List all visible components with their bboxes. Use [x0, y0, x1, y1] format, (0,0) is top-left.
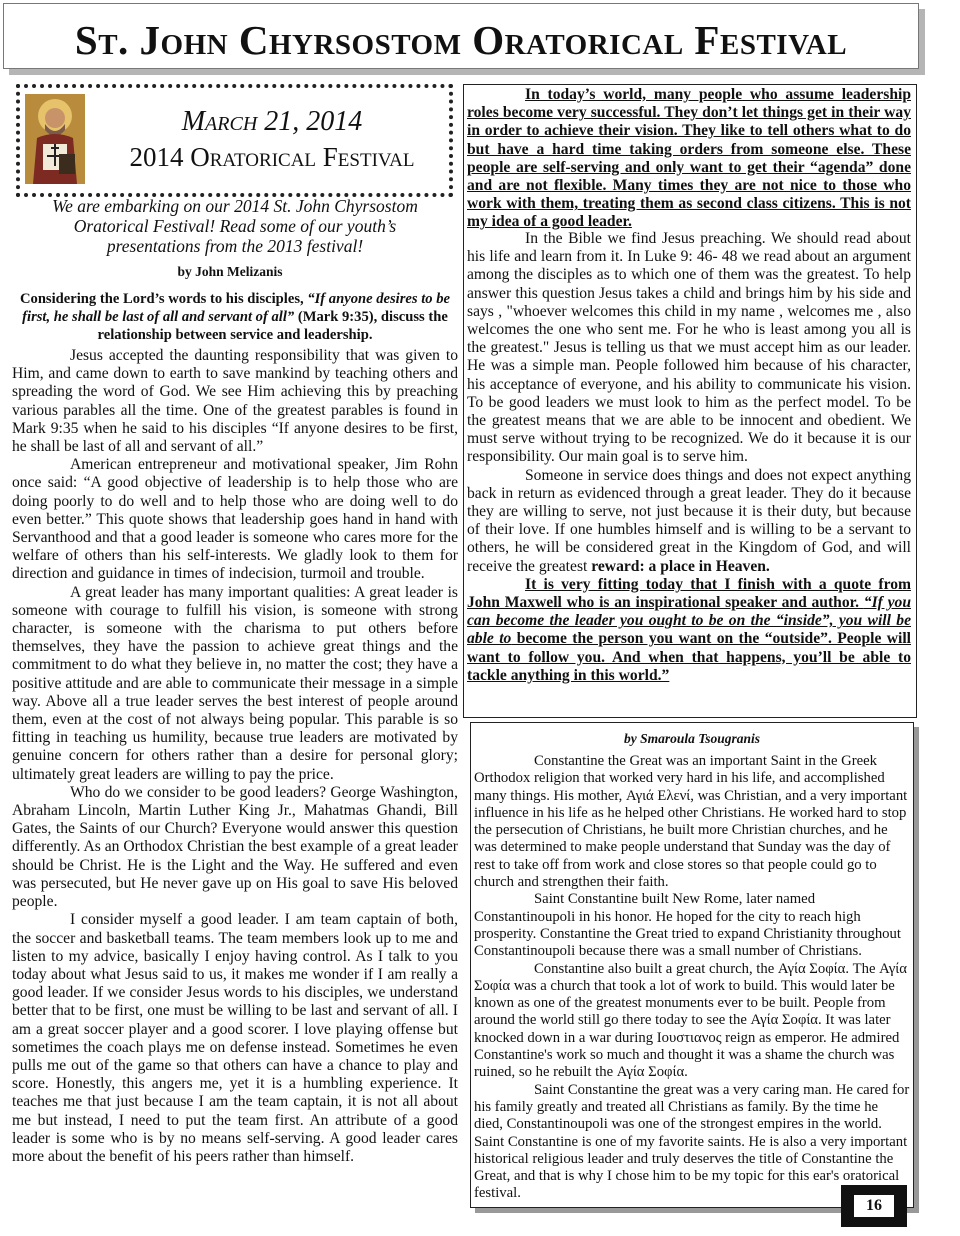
saint-icon	[25, 94, 85, 184]
essay2-box	[470, 722, 914, 1208]
prompt-quote: “If anyone desires to be first, he shall be last of all and servant of all”	[22, 291, 450, 325]
closing-text: It is very fitting today that I finish with a quote from John Maxwell who is an inspirational speaker and author.	[467, 575, 911, 612]
essay1-column2-top	[467, 86, 911, 232]
closing-text-end: become the person you want on the “outside”. People will want to follow you. And when that happens, you’ll be able to tackle anything in this world.”	[467, 630, 911, 684]
paragraph: Saint Constantine built New Rome, later named Constantinoupoli in his honor. He hoped for the city to reach high prosperity. Constantine the Great tried to expand Christianity throughout Constantinoupoli because there was a small number of Christians.	[474, 891, 901, 960]
essay1-byline: by John Melizanis	[177, 264, 283, 279]
prompt-text-a: Considering the Lord’s words to his disciples,	[19, 291, 308, 307]
intro-text: We are embarking on our 2014 St. John Chyrsostom Oratorical Festival! Read some of our youth’s presentations from the 2013 festival!	[52, 196, 418, 256]
essay1-column1	[12, 347, 458, 1166]
paragraph: Jesus accepted the daunting responsibility that was given to Him, and came down to earth to save mankind by teaching others and spreading the word of God. We see Him achieving this by preaching various parables all the time. One of the greatest parables is found in Mark 9:35 when he said to his disciples “If anyone desires to be first, he shall be last of all and servant of all.”	[12, 347, 458, 456]
paragraph: Saint Constantine the great was a very caring man. He cared for his family greatly and treated all Christians as family. By the time he died, Constantinoupoli was one of the strongest empires in the world. Saint Constantine is one of my favorite saints. He is also a very important historical religious leader and truly deserves the title of Constantine the Great, and that is why I chose him to be my topic for this ear's oratorical festival.	[474, 1081, 910, 1202]
paragraph-text: Someone in service does things and does not expect anything back in return as evidenced through a great leader. They do it because they are willing to serve, not just because it is their duty, but because of their love. If one humbles himself and is willing to be a servant to others, he will be considered great in the Kingdom of God, and will receive the greatest	[467, 466, 911, 575]
paragraph: Constantine the Great was an important Saint in the Greek Orthodox religion that worked very hard in his life, and accomplished many things. His mother, Αγιά Ελενί, was Christian, and a very important influence in his life as he helped other Christians. He worked hard to stop the persecution of Christians, he built more Christian churches, and he was determined to make people understand that Sunday was the day of rest to take off from work and close stores so that people could go to church and strengthen their faith.	[474, 753, 908, 891]
page-number-badge	[841, 1185, 907, 1227]
event-name: 2014 Oratorical Festival	[129, 142, 415, 172]
paragraph: American entrepreneur and motivational speaker, Jim Rohn once said: “A good objective of leadership is to help those who are doing poorly to do well and to help those who are doing well to do even better.” This quote shows that leadership goes hand in hand with Servanthood and that a good leader is someone who cares more for the welfare of others than his self-interests. We gladly look to them for direction and guidance in times of indecision, turmoil and trouble.	[12, 456, 458, 583]
closing-paragraph	[467, 576, 911, 685]
page-number: 16	[854, 1195, 894, 1217]
masthead	[3, 3, 919, 69]
paragraph: Who do we consider to be good leaders? George Washington, Abraham Lincoln, Martin Luther King Jr., Mahatmas Ghandi, Bill Gates, the Saints of our Church? Everyone would answer this question differently. As an Orthodox Christian the best example of a great leader should be Christ. He is the Light and the Way. He suffered and even was persecuted, but He never gave up on His goal to save His beloved people.	[12, 783, 458, 911]
essay1-column2	[467, 230, 911, 685]
essay2-body	[474, 753, 910, 1203]
essay2-byline: by Smaroula Tsougranis	[623, 731, 761, 746]
paragraph	[467, 467, 911, 576]
closing-quote: “If you can become the leader you ought to be on the “inside”, you will be able to	[467, 594, 911, 648]
paragraph: I consider myself a good leader. I am team captain of both, the soccer and basketball teams. The team members look up to me and listen to my advice, basically I enjoy having control. As I talk to you today about what Jesus said to us, it makes me wonder if I am really a good leader. If we consider Jesus words to his disciples, we understand better that to be first, one must be willing to be last and servant of all. I am a great soccer player and a good scorer. I love playing offense but sometimes the coach plays me on defense instead. Sometimes he even pulls me out of the game so that others can have a chance to play and score. Honestly, this angers me, yet it is a humbling experience. It teaches me that just because I am the team captain, it is not all about me but instead, I need to put the team first. An attribute of a good leader is some who is by no means self-serving. A good leader cares more about the benefit of his peers rather than himself.	[12, 911, 458, 1165]
paragraph: In the Bible we find Jesus preaching. We should read about his life and learn from it. In Luke 9: 46- 48 we read about an argument among the disciples as to which one of them was the greatest. To help answer this question Jesus takes a child and brings him by his side and says , "whoever welcomes this child in my name , welcomes me , also welcomes the one who sent me. For he who is least among you all is the greatest." Jesus is telling us that we must accept him as our leader. He was a simple man. People followed him because of his character, his acceptance of everyone, and his ability to communicate his vision. To be good leaders we must look to him as the perfect model. To be the greatest means that we are able to be innocent and obedient. We must serve without trying to be recognized. We do it because it is our responsibility. Our main goal is to serve him.	[467, 230, 911, 466]
paragraph: In today’s world, many people who assume leadership roles become very successful. They don’t let things get in their way in order to achieve their vision. They like to tell others what to do but have a hard time taking orders from someone else. These people are self-serving and only want to get their “agenda” done and are not flexible. Many times they are not nice to those who work with them, treating them as second class citizens. This is not my idea of a good leader.	[467, 86, 911, 231]
event-banner	[16, 84, 453, 197]
page-title: St. John Chyrsostom Oratorical Festival	[74, 17, 848, 63]
prompt-text-b: (Mark 9:35), discuss the relationship between service and leadership.	[97, 309, 448, 343]
essay1-prompt	[10, 290, 460, 344]
paragraph: Constantine also built a great church, the Αγία Σοφία. The Αγία Σοφία was a church that took a lot of work to build. This would later be known as one of the greatest monuments ever to be built. People from around the world still go there today to see the Αγία Σοφία. It was later knocked down in a war during Ιουστιανος reign as emperor. He admired Constantine's work so much and thought it was a shame the church was ruined, so he rebuilt the Αγία Σοφία.	[474, 960, 907, 1081]
paragraph: A great leader has many important qualities: A great leader is someone with courage to fulfill his vision, is someone with strong character, is someone with the charisma to put others before themselves, they have the passion to achieve great things and the commitment to do what they believe in, no matter the cost; they have a positive attitude and are able to communicate their message in a simple way. Above all a true leader serves the best interest of people around them, even at the cost of not always being popular. This parable is so fitting in teaching us humility, because true leaders are motivated by genuine concern for others rather than a desire for personal glory; ultimately great leaders are willing to pay the price.	[12, 583, 458, 783]
event-date: March 21, 2014	[181, 106, 363, 137]
reward-text: reward: a place in Heaven.	[591, 557, 770, 575]
